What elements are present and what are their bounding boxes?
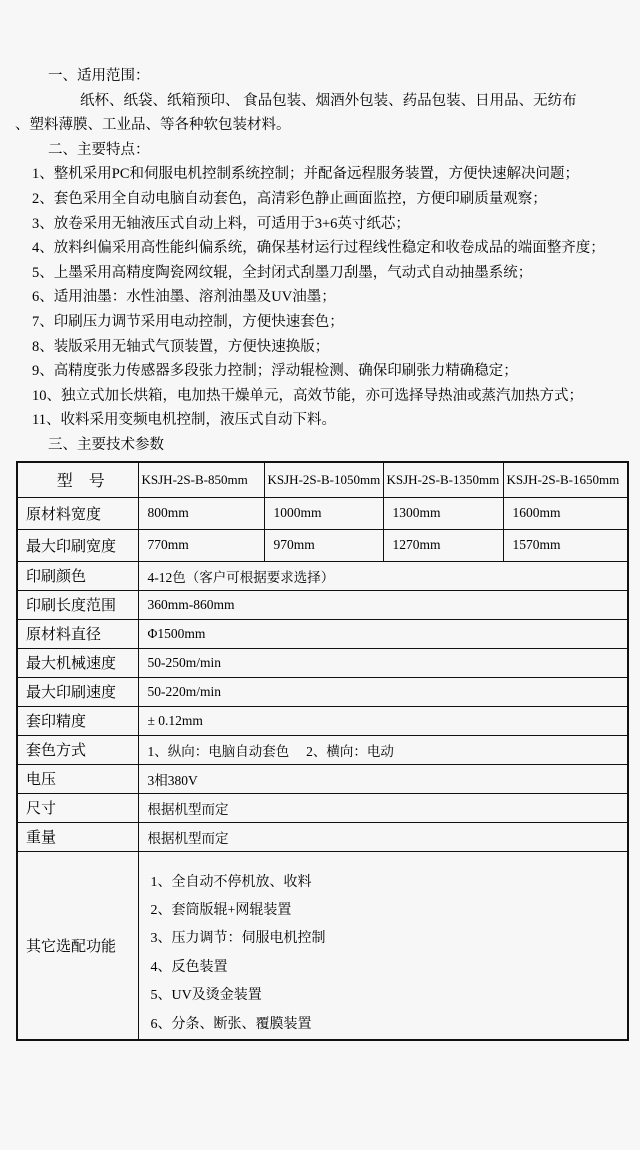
value-cell: 根据机型而定	[138, 793, 628, 822]
row-label: 印刷长度范围	[17, 590, 138, 619]
option-line-5: 5、UV及烫金装置	[150, 988, 262, 1004]
row-label: 印刷颜色	[17, 561, 138, 590]
model-name-cell: KSJH-2S-B-1050mm	[264, 462, 383, 497]
value-cell: 1600mm	[503, 497, 628, 529]
row-label: 套印精度	[17, 706, 138, 735]
value-cell: 1、纵向：电脑自动套色 2、横向：电动	[138, 735, 628, 764]
section2-heading: 二、主要特点：	[48, 141, 150, 158]
option-line-4: 4、反色装置	[150, 959, 228, 975]
table-row-weight	[17, 822, 628, 851]
row-label: 套色方式	[17, 735, 138, 764]
feature-item-11: 11、收料采用变频电机控制，液压式自动下料。	[32, 412, 336, 429]
table-row-print-colors	[17, 561, 628, 590]
model-name-cell: KSJH-2S-B-1650mm	[503, 462, 628, 497]
value-cell: 770mm	[138, 529, 264, 561]
value-cell: 根据机型而定	[138, 822, 628, 851]
row-label: 最大机械速度	[17, 648, 138, 677]
row-label: 尺寸	[17, 793, 138, 822]
feature-item-1: 1、整机采用PC和伺服电机控制系统控制；并配备远程服务装置，方便快速解决问题；	[32, 166, 579, 183]
table-row-dimensions	[17, 793, 628, 822]
option-line-3: 3、压力调节：伺服电机控制	[150, 931, 326, 947]
table-header-row	[17, 462, 628, 497]
feature-item-7: 7、印刷压力调节采用电动控制，方便快速套色；	[32, 313, 344, 330]
feature-item-4: 4、放料纠偏采用高性能纠偏系统，确保基材运行过程线性稳定和收卷成品的端面整齐度；	[32, 240, 605, 257]
option-line-2: 2、套筒版辊+网辊装置	[150, 902, 292, 918]
value-cell: 3相380V	[138, 764, 628, 793]
row-label: 原材料宽度	[17, 497, 138, 529]
row-label: 电压	[17, 764, 138, 793]
value-cell: Φ1500mm	[138, 619, 628, 648]
value-cell: 1570mm	[503, 529, 628, 561]
feature-item-9: 9、高精度张力传感器多段张力控制；浮动辊检测、确保印刷张力精确稳定；	[32, 363, 518, 380]
table-row-print-length-range	[17, 590, 628, 619]
model-name-cell: KSJH-2S-B-1350mm	[383, 462, 503, 497]
spec-table	[16, 461, 629, 1041]
table-row-voltage	[17, 764, 628, 793]
value-cell: 4-12色（客户可根据要求选择）	[138, 561, 628, 590]
table-row-optional-features	[17, 851, 628, 1040]
feature-item-6: 6、适用油墨：水性油墨、溶剂油墨及UV油墨；	[32, 289, 336, 306]
section1-heading: 一、适用范围：	[48, 68, 150, 84]
table-row-max-print-speed	[17, 677, 628, 706]
value-cell: 970mm	[264, 529, 383, 561]
feature-item-8: 8、装版采用无轴式气顶装置，方便快速换版；	[32, 338, 330, 355]
value-cell: 1300mm	[383, 497, 503, 529]
option-line-6: 6、分条、断张、覆膜装置	[150, 1016, 312, 1032]
scope-paragraph-line1: 纸杯、纸袋、纸箱预印、 食品包装、烟酒外包装、药品包装、日用品、无纺布	[80, 92, 577, 109]
table-row-max-mechanical-speed	[17, 648, 628, 677]
value-cell: 1270mm	[383, 529, 503, 561]
feature-item-3: 3、放卷采用无轴液压式自动上料，可适用于3+6英寸纸芯；	[32, 215, 410, 232]
scope-paragraph-line2: 、塑料薄膜、工业品、等各种软包装材料。	[15, 117, 291, 134]
model-header-label: 型 号	[17, 462, 138, 497]
section3-heading: 三、主要技术参数	[48, 436, 164, 453]
value-cell: 1000mm	[264, 497, 383, 529]
feature-item-5: 5、上墨采用高精度陶瓷网纹辊，全封闭式刮墨刀刮墨，气动式自动抽墨系统；	[32, 264, 533, 281]
row-label: 重量	[17, 822, 138, 851]
optional-features-cell	[138, 851, 628, 1040]
row-label: 最大印刷速度	[17, 677, 138, 706]
doc-body-text	[0, 64, 640, 458]
feature-item-10: 10、独立式加长烘箱，电加热干燥单元，高效节能，亦可选择导热油或蒸汽加热方式；	[32, 387, 583, 404]
row-label: 其它选配功能	[17, 851, 138, 1040]
table-row-max-print-width	[17, 529, 628, 561]
value-cell: 360mm-860mm	[138, 590, 628, 619]
option-line-1: 1、全自动不停机放、收料	[150, 874, 312, 890]
value-cell: 50-220m/min	[138, 677, 628, 706]
row-label: 原材料直径	[17, 619, 138, 648]
table-row-register-mode	[17, 735, 628, 764]
model-name-cell: KSJH-2S-B-850mm	[138, 462, 264, 497]
table-row-material-diameter	[17, 619, 628, 648]
value-cell: 800mm	[138, 497, 264, 529]
row-label: 最大印刷宽度	[17, 529, 138, 561]
feature-item-2: 2、套色采用全自动电脑自动套色，高清彩色静止画面监控，方便印刷质量观察；	[32, 190, 547, 207]
value-cell: 50-250m/min	[138, 648, 628, 677]
table-row-register-accuracy	[17, 706, 628, 735]
value-cell: ± 0.12mm	[138, 706, 628, 735]
table-row-material-width	[17, 497, 628, 529]
